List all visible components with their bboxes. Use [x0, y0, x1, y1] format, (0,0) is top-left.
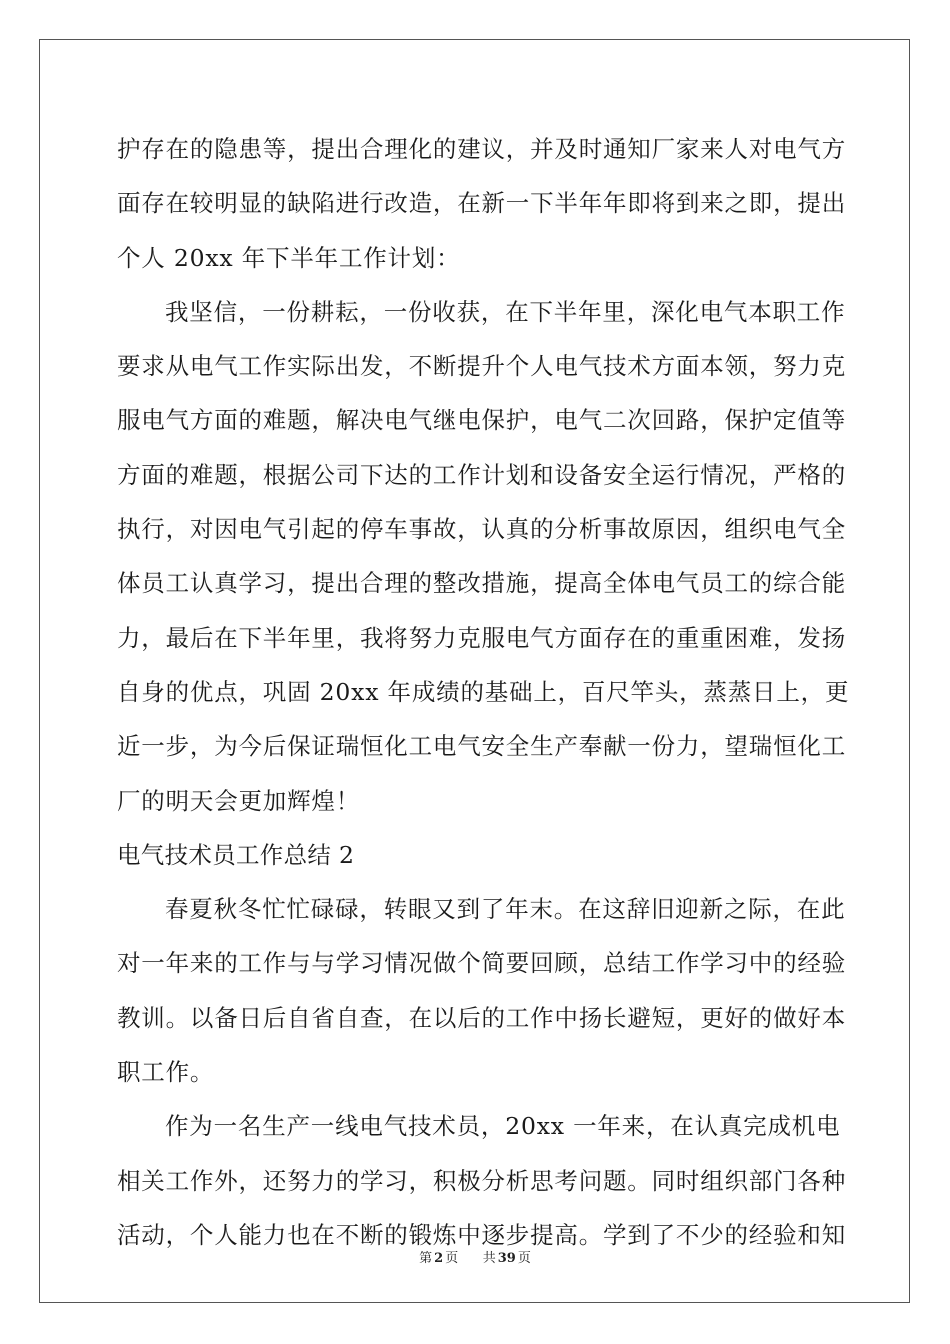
total-suffix: 页 [517, 1251, 531, 1266]
paragraph-line: 个人 20xx 年下半年工作计划： [117, 243, 461, 272]
paragraph-line: 要求从电气工作实际出发，不断提升个人电气技术方面本领，努力克 [117, 352, 846, 381]
document-body [117, 122, 850, 1262]
paragraph-line: 服电气方面的难题，解决电气继电保护，电气二次回路，保护定值等 [117, 406, 846, 435]
total-pages: 39 [497, 1251, 516, 1266]
paragraph-line: 春夏秋冬忙忙碌碌，转眼又到了年末。在这辞旧迎新之际，在此 [165, 895, 846, 924]
page-indicator [417, 1251, 460, 1266]
paragraph-line: 近一步，为今后保证瑞恒化工电气安全生产奉献一份力，望瑞恒化工 [117, 732, 846, 761]
total-prefix: 共 [482, 1251, 496, 1266]
paragraph-line: 体员工认真学习，提出合理的整改措施，提高全体电气员工的综合能 [117, 569, 846, 598]
page-footer [0, 1247, 950, 1266]
total-indicator [481, 1251, 533, 1266]
paragraph-line: 护存在的隐患等，提出合理化的建议，并及时通知厂家来人对电气方 [117, 135, 846, 163]
paragraph-line: 活动，个人能力也在不断的锻炼中逐步提高。学到了不少的经验和知 [117, 1220, 846, 1249]
page-suffix: 页 [445, 1251, 459, 1266]
paragraph-line: 我坚信，一份耕耘，一份收获，在下半年里，深化电气本职工作 [165, 297, 846, 326]
paragraph-line: 力，最后在下半年里，我将努力克服电气方面存在的重重困难，发扬 [117, 623, 846, 652]
paragraph-line: 相关工作外，还努力的学习，积极分析思考问题。同时组织部门各种 [117, 1166, 846, 1195]
paragraph-line: 执行，对因电气引起的停车事故，认真的分析事故原因，组织电气全 [117, 515, 846, 544]
paragraph-line: 方面的难题，根据公司下达的工作计划和设备安全运行情况，严格的 [117, 460, 846, 489]
paragraph-line: 自身的优点，巩固 20xx 年成绩的基础上，百尺竿头，蒸蒸日上，更 [117, 677, 850, 706]
section-heading: 电气技术员工作总结 2 [117, 840, 355, 869]
paragraph-line: 对一年来的工作与与学习情况做个简要回顾，总结工作学习中的经验 [117, 949, 846, 978]
paragraph-line: 职工作。 [117, 1058, 215, 1087]
page-prefix: 第 [419, 1251, 433, 1266]
paragraph-line: 教训。以备日后自省自查，在以后的工作中扬长避短，更好的做好本 [117, 1003, 846, 1032]
paragraph-line: 面存在较明显的缺陷进行改造，在新一下半年年即将到来之即，提出 [117, 189, 846, 218]
paragraph-line: 厂的明天会更加辉煌！ [117, 786, 360, 815]
page-number: 2 [434, 1251, 444, 1266]
paragraph-line: 作为一名生产一线电气技术员，20xx 一年来，在认真完成机电 [165, 1112, 841, 1141]
